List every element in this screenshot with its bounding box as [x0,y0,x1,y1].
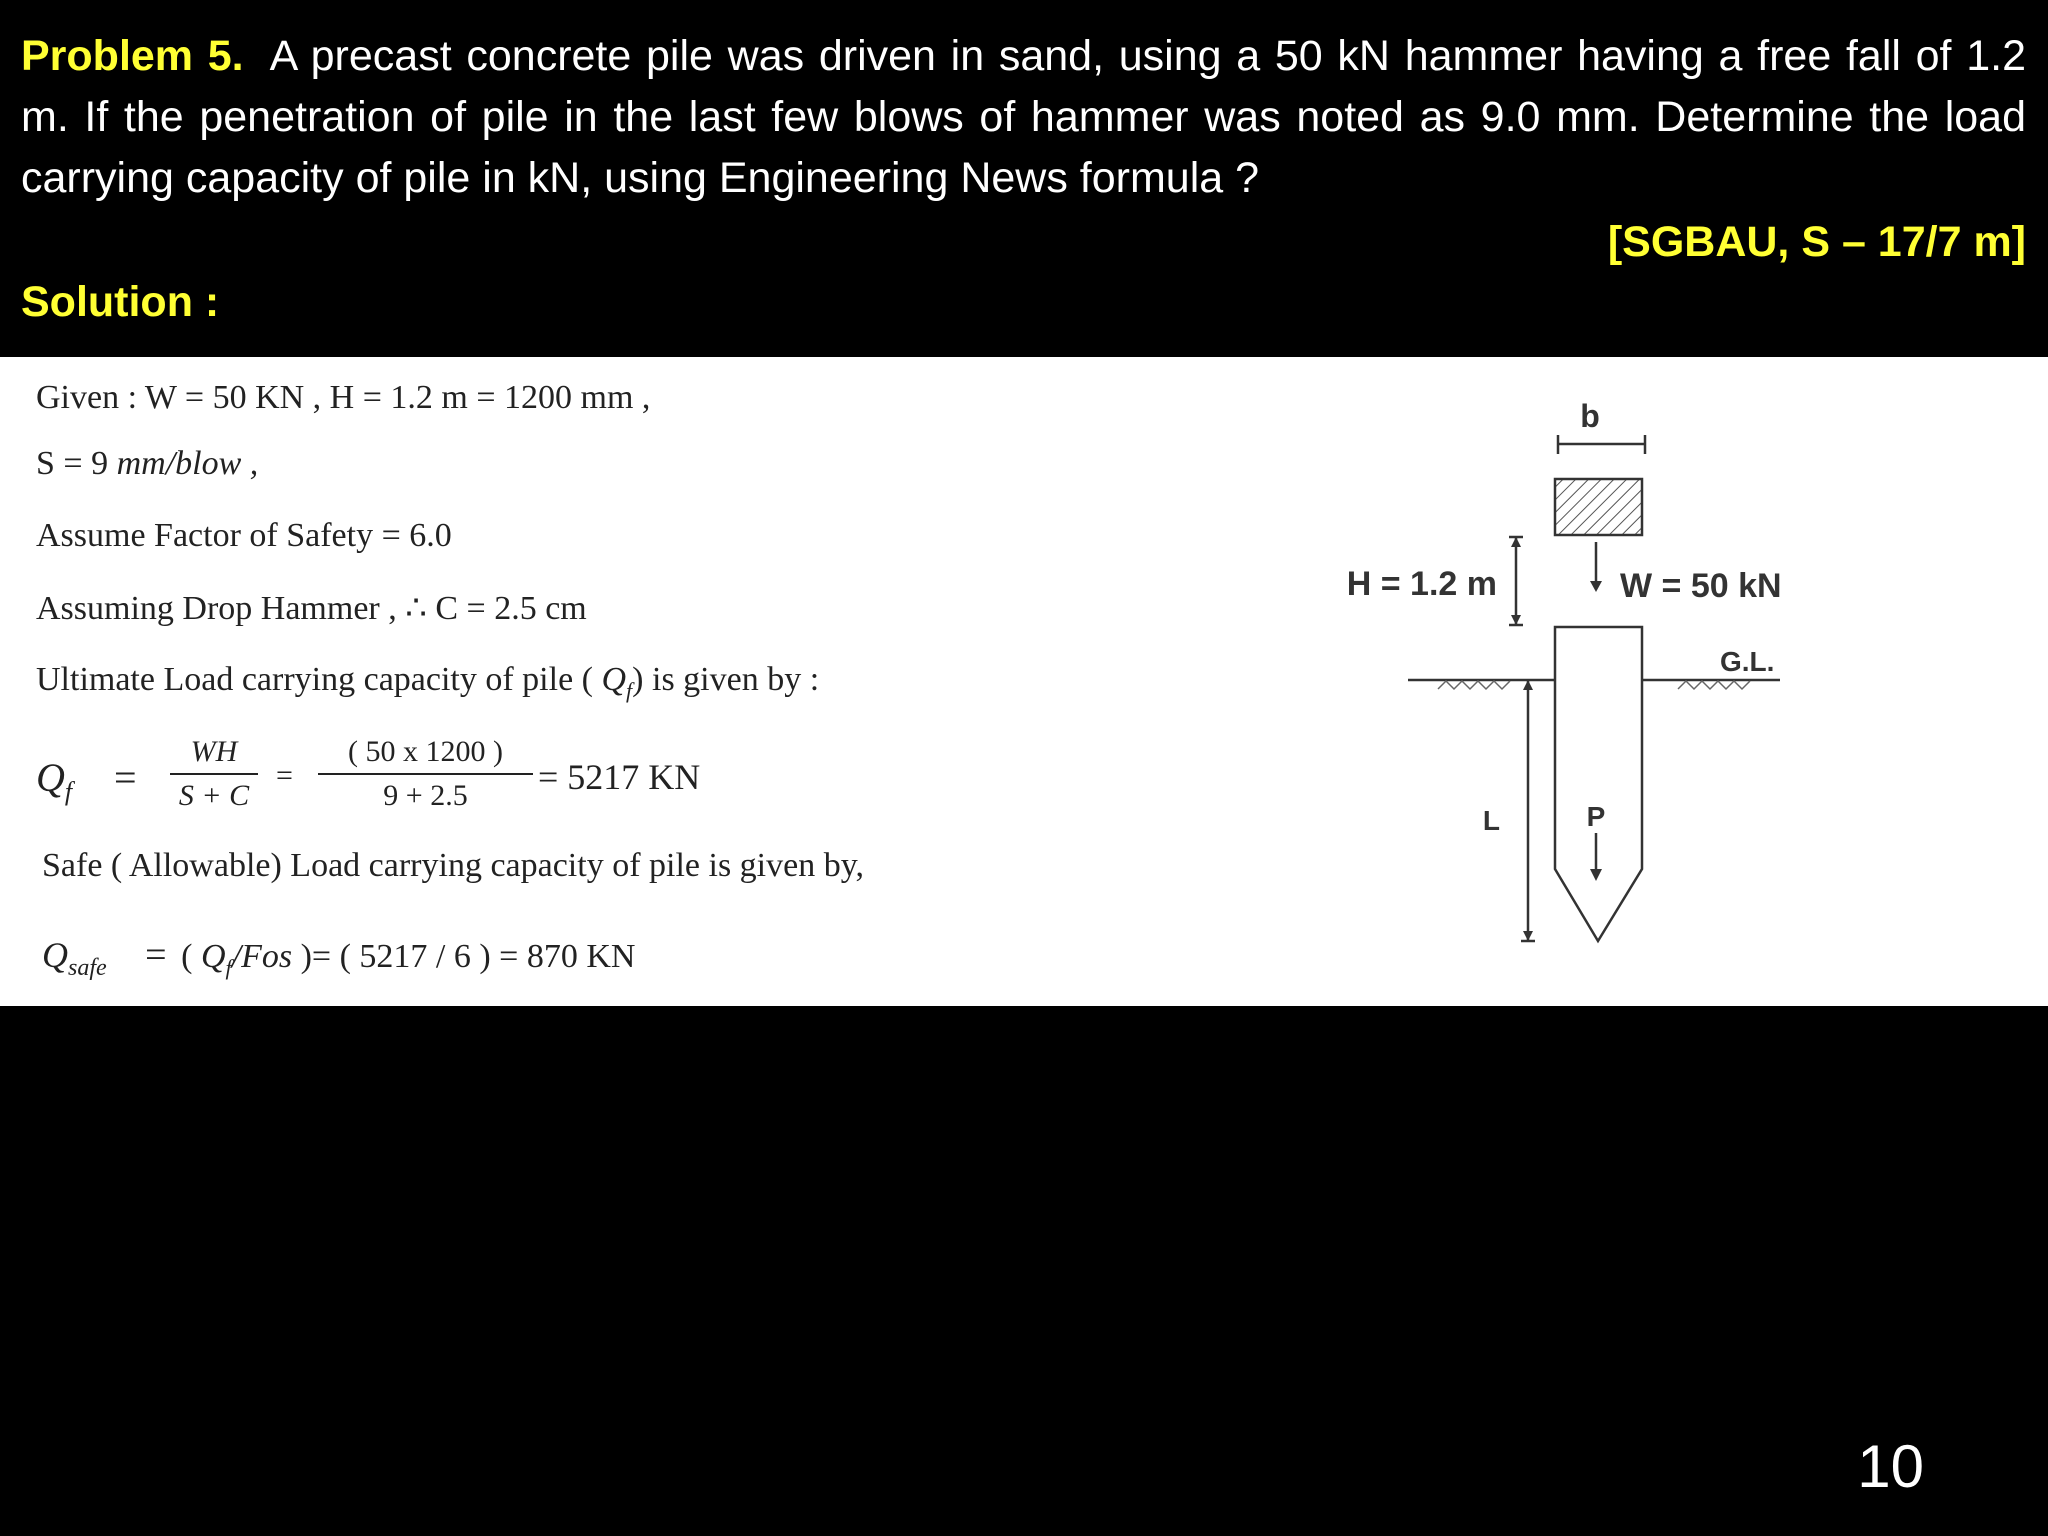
frac1-denominator: S + C [178,779,250,812]
gl-label: G.L. [1720,646,1775,677]
given-line: Given : W = 50 KN , H = 1.2 m = 1200 mm , [36,379,651,416]
ultimate-symbol: Q [601,661,627,698]
qsafe-lhs-sub: safe [68,954,107,981]
formula-eq2: = [276,759,293,792]
l-label: L [1482,805,1500,836]
formula-eq1: = [114,755,137,800]
formula-result: = 5217 KN [538,757,701,797]
ground-hatch-right [1678,681,1750,689]
penetration-line [36,445,258,483]
qsafe-lhs: Q [42,935,68,975]
qsafe-line [42,933,635,982]
qsafe-open: ( [181,938,201,975]
h-arrowhead-top [1511,537,1521,547]
l-arrowhead-bottom [1523,931,1533,941]
qsafe-fos: /Fos [231,938,293,975]
problem-text: A precast concrete pile was driven in sand, using a 50 kN hammer having a free fall of 1.2 m. If the penetration of pile in the last few blows of hammer was noted as 9.0 mm. Determine the load carrying capacity of pile in kN, using Engineering News formula ? [21,32,2026,202]
frac2-denominator: 9 + 2.5 [383,779,468,812]
pile-body [1555,627,1642,941]
penetration-unit: mm/blow , [116,445,259,482]
safe-capacity-line: Safe ( Allowable) Load carrying capacity of pile is given by, [42,847,865,884]
assume-hammer-line: Assuming Drop Hammer , ∴ C = 2.5 cm [36,590,587,627]
qsafe-q-sub: f [225,954,232,980]
formula-fraction-1 [170,735,258,813]
page-number: 10 [1857,1433,1924,1500]
frac1-bar [170,773,258,775]
pile-diagram [1290,357,1850,1006]
assume-fos-line: Assume Factor of Safety = 6.0 [36,517,452,554]
frac2-numerator: ( 50 x 1200 ) [348,735,503,768]
ground-hatch-left [1438,681,1510,689]
solution-label: Solution : [21,278,220,326]
p-label: P [1586,801,1606,832]
w-arrowhead [1590,581,1602,592]
qsafe-rest: )= ( 5217 / 6 ) = 870 KN [292,938,636,975]
l-arrowhead-top [1523,680,1533,690]
ultimate-sub: f [626,677,633,703]
formula-fraction-2 [318,735,533,813]
p-arrowhead [1590,869,1602,881]
formula-lhs [36,754,72,807]
ultimate-prefix: Ultimate Load carrying capacity of pile ( [36,661,602,698]
formula-lhs-sub: f [64,777,73,806]
penetration-prefix: S = 9 [36,445,117,482]
w-label: W = 50 kN [1620,567,1782,605]
frac2-bar [318,773,533,775]
exam-reference: [SGBAU, S – 17/7 m] [1607,218,2026,266]
frac1-numerator: WH [190,735,238,768]
problem-label: Problem 5. [21,32,244,80]
solution-panel [0,357,2048,1006]
b-label: b [1580,398,1600,434]
qsafe-q: Q [200,938,226,975]
ultimate-capacity-line [36,661,819,704]
h-arrowhead-bottom [1511,615,1521,625]
h-label: H = 1.2 m [1346,565,1497,603]
formula-lhs-symbol: Q [36,755,65,800]
ultimate-suffix: ) is given by : [632,661,820,698]
qsafe-eq: = [145,934,167,976]
problem-statement [21,26,2026,209]
hammer-block [1555,479,1642,535]
